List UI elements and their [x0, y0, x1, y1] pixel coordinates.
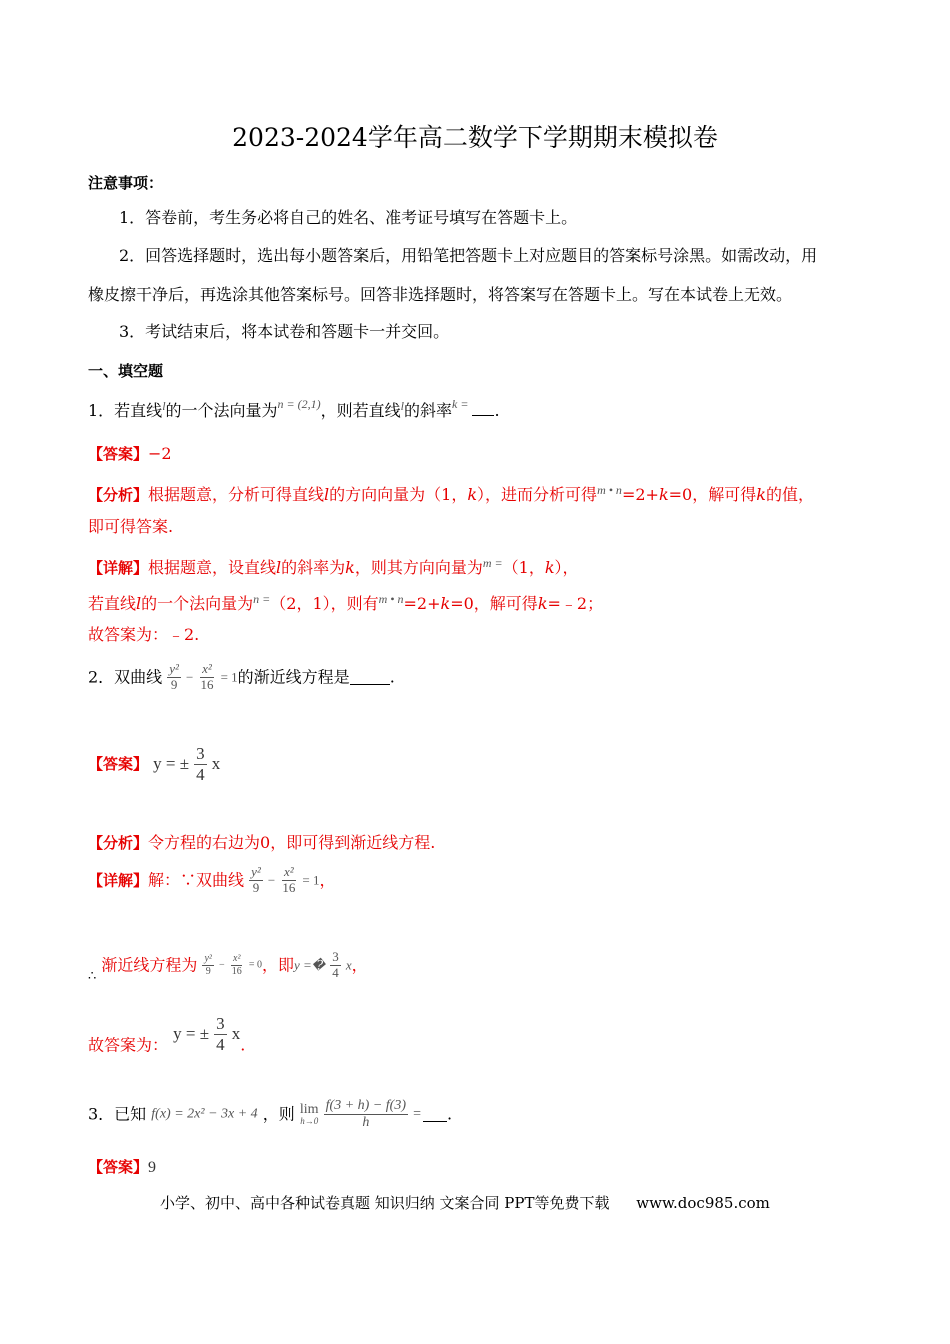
question-3: 3．已知 f(x) = 2x² − 3x + 4 ，则 lim h→0 $\frac{f(3 + h) - f(3)}{h}$ = .: [88, 1098, 453, 1131]
fraction-y2-9: $\frac{\text{y²}}{9}$: [169, 661, 179, 692]
detail-2-line-3: 故答案为： y = ± $\frac{3}{4}$ x.: [88, 1014, 246, 1055]
limit-operator: lim h→0: [299, 1102, 319, 1127]
fraction-x2-16-detail: $\frac{\text{x²}}{16}$: [282, 864, 296, 895]
detail-1-line-2: 若直线l的一个法向量为$^{n =}$（2，1），则有$^{m • n}$=2+k=0，解可得k=﹣2；: [88, 592, 604, 613]
fraction-3-4-final: $\frac{3}{4}$: [216, 1014, 225, 1054]
detail-2: 【详解】解：∵双曲线 $\frac{\text{y²}}{9}$ − $\frac{\text{x²}}{16}$ = 1，: [88, 864, 336, 895]
footer-url[interactable]: www.doc985.com: [636, 1194, 770, 1212]
notice-heading: 注意事项：: [88, 174, 164, 192]
footer-text: 小学、初中、高中各种试卷真题 知识归纳 文案合同 PPT等免费下载: [160, 1194, 610, 1212]
fraction-3-4-small: $\frac{3}{4}$: [332, 949, 339, 980]
fraction-y2-9-detail: $\frac{\text{y²}}{9}$: [251, 864, 261, 895]
page-title: 2023-2024学年高二数学下学期期末模拟卷: [232, 123, 718, 152]
answer-3: 【答案】9: [88, 1158, 157, 1176]
notice-item-2-cont: 橡皮擦干净后，再选涂其他答案标号。回答非选择题时，将答案写在答题卡上。写在本试卷上无效。: [88, 285, 793, 304]
fraction-x2-16-small: $\frac{\text{x²}}{16}$: [231, 953, 242, 977]
detail-1-line-3: 故答案为：﹣2.: [88, 625, 200, 644]
analysis-1-cont: 即可得答案.: [88, 517, 174, 536]
detail-1: 【详解】根据题意，设直线l的斜率为k，则其方向向量为$^{m =}$（1，k），: [88, 556, 579, 577]
analysis-1: 【分析】根据题意，分析可得直线l的方向向量为（1，k），进而分析可得$^{m • n}$=2+k=0，解可得k的值，: [88, 483, 814, 504]
question-1: 1．若直线$^l$的一个法向量为$^{n = (2,1)}$，则若直线$^l$的斜率$^{k =}$ .: [88, 397, 500, 420]
notice-item-3: 3．考试结束后，将本试卷和答题卡一并交回。: [119, 322, 450, 341]
question-2: 2．双曲线 $\frac{\text{y²}}{9}$ − $\frac{\text{x²}}{16}$ = 1的渐近线方程是 .: [88, 661, 395, 692]
analysis-2: 【分析】令方程的右边为0，即可得到渐近线方程.: [88, 833, 436, 852]
fraction-3-4: $\frac{3}{4}$: [196, 744, 205, 784]
notice-item-1: 1．答卷前，考生务必将自己的姓名、准考证号填写在答题卡上。: [119, 208, 578, 227]
answer-2: 【答案】 y = ± $\frac{3}{4}$ x: [88, 744, 221, 784]
footer: [160, 1192, 770, 1213]
detail-2-line-2: $_\therefore$ 渐近线方程为 $\frac{\text{y²}}{9}$ − $\frac{\text{x²}}{16}$ = 0，即y =� $\frac{3}{4}$ x，: [88, 949, 368, 984]
difference-quotient: $\frac{f(3 + h) - f(3)}{h}$: [325, 1098, 406, 1131]
answer-1: 【答案】−2: [88, 444, 172, 463]
fraction-x2-16: $\frac{\text{x²}}{16}$: [200, 661, 214, 692]
fraction-y2-9-small: $\frac{\text{y²}}{9}$: [204, 953, 212, 977]
section-heading: 一、填空题: [88, 362, 164, 380]
notice-item-2: 2．回答选择题时，选出每小题答案后，用铅笔把答题卡上对应题目的答案标号涂黑。如需改动，用: [119, 246, 818, 265]
